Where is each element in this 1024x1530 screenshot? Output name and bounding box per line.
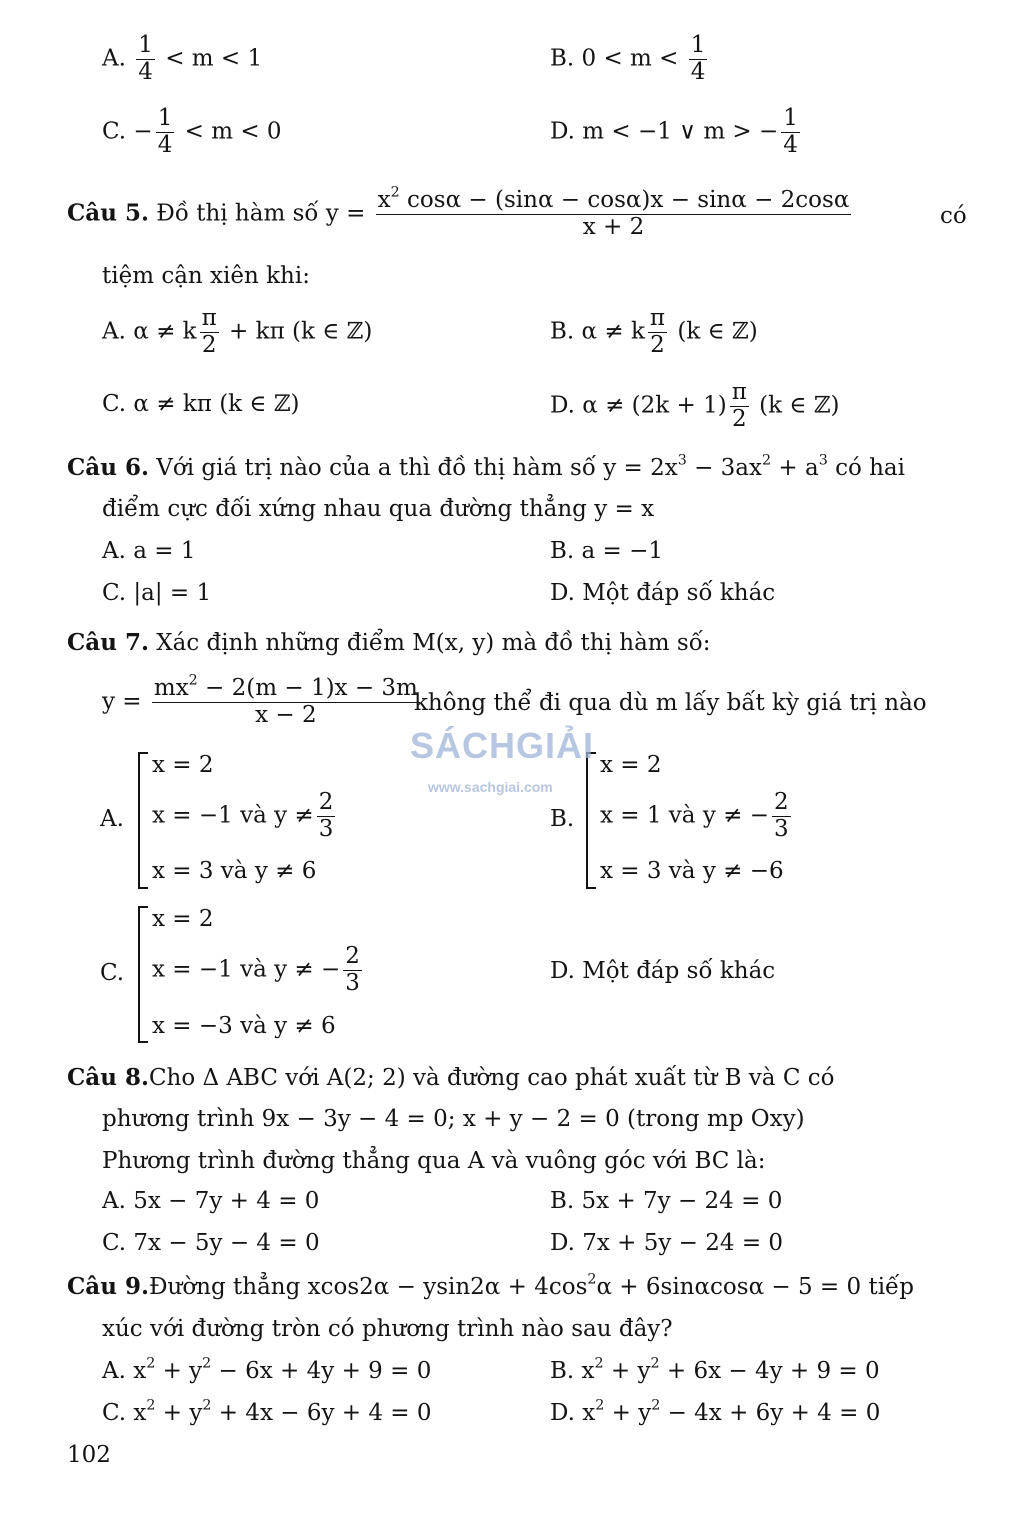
fraction: $\frac{1}{4}$ <box>138 32 153 85</box>
q6-line2: điểm cực đối xứng nhau qua đường thẳng y = x <box>102 496 655 522</box>
q7-b-line2: x = 1 và y ≠ − $\frac{2}{3}$ <box>600 789 789 842</box>
q7-a-line3: x = 3 và y ≠ 6 <box>152 858 317 884</box>
fraction: $\frac{1}{4}$ <box>783 105 798 158</box>
q8-option-a: A. 5x − 7y + 4 = 0 <box>102 1188 320 1214</box>
q4-option-c: C. − $\frac{1}{4}$ < m < 0 <box>102 105 282 158</box>
q7-a-line1: x = 2 <box>152 752 214 778</box>
q5-option-c: C. α ≠ kπ (k ∈ ℤ) <box>102 391 300 417</box>
q5-option-b: B. α ≠ k $\frac{\pi}{2}$ (k ∈ ℤ) <box>550 305 758 358</box>
q5-option-d: D. α ≠ (2k + 1) $\frac{\pi}{2}$ (k ∈ ℤ) <box>550 379 840 432</box>
q4-option-d: D. m < −1 ∨ m > − $\frac{1}{4}$ <box>550 105 798 158</box>
q9-question: Câu 9.Đường thẳng $xcos2\alpha - ysin2\alpha + 4\cos^2\alpha + 6\sin\alpha\cos\alpha - 5 = 0$ tiếp <box>67 1271 914 1300</box>
q7-c-line3: x = −3 và y ≠ 6 <box>152 1013 336 1039</box>
fraction: $\frac{x^2 \cos\alpha - (\sin\alpha - \cos\alpha)x - \sin\alpha - 2\cos\alpha}{x + 2}$ <box>377 184 850 240</box>
fraction: $\frac{\pi}{2}$ <box>649 305 666 358</box>
q7-option-b-label: B. <box>550 806 575 832</box>
q8-line2: phương trình 9x − 3y − 4 = 0; x + y − 2 = 0 (trong mp Oxy) <box>102 1106 805 1132</box>
q7-option-d: D. Một đáp số khác <box>550 958 776 984</box>
q9-option-c: C. $x^2 + y^2 + 4x - 6y + 4 = 0$ <box>102 1397 432 1426</box>
q7-a-line2: x = −1 và y ≠ $\frac{2}{3}$ <box>152 789 334 842</box>
q5-line2: tiệm cận xiên khi: <box>102 263 310 289</box>
bracket <box>138 906 148 1043</box>
q8-question: Câu 8.Cho Δ ABC với A(2; 2) và đường cao phát xuất từ B và C có <box>67 1064 835 1091</box>
q8-line3: Phương trình đường thẳng qua A và vuông góc với BC là: <box>102 1148 766 1174</box>
q7-option-a-label: A. <box>100 806 124 832</box>
fraction: $\frac{2}{3}$ <box>345 943 360 996</box>
q7-tail: không thể đi qua dù m lấy bất kỳ giá trị nào <box>414 690 927 716</box>
watermark-url: www.sachgiai.com <box>428 779 553 795</box>
fraction: $\frac{\pi}{2}$ <box>731 379 747 432</box>
q9-line2: xúc với đường tròn có phương trình nào sau đây? <box>102 1316 673 1342</box>
q6-option-d: D. Một đáp số khác <box>550 580 776 606</box>
watermark-logo <box>410 725 595 795</box>
q9-option-d: D. $x^2 + y^2 - 4x + 6y + 4 = 0$ <box>550 1397 881 1426</box>
q9-option-a: A. $x^2 + y^2 - 6x + 4y + 9 = 0$ <box>102 1355 432 1384</box>
q8-option-c: C. 7x − 5y − 4 = 0 <box>102 1230 320 1256</box>
fraction: $\frac{1}{4}$ <box>690 32 706 85</box>
q5-tail: có <box>940 203 967 229</box>
q4-option-a: A. $\frac{1}{4}$ < m < 1 <box>102 32 263 85</box>
q6-question: Câu 6. Với giá trị nào của a thì đồ thị hàm số $y = 2x^3 - 3ax^2 + a^3$ có hai <box>67 452 905 481</box>
q7-question: Câu 7. Xác định những điểm M(x, y) mà đồ thị hàm số: <box>67 629 711 656</box>
q5-option-a: A. α ≠ k $\frac{\pi}{2}$ + kπ (k ∈ ℤ) <box>102 305 373 358</box>
q6-option-c: C. |a| = 1 <box>102 580 212 606</box>
fraction: $\frac{mx^2 - 2(m - 1)x - 3m}{x - 2}$ <box>153 672 418 728</box>
fraction: $\frac{2}{3}$ <box>774 789 789 842</box>
q8-option-b: B. 5x + 7y − 24 = 0 <box>550 1188 783 1214</box>
q7-b-line3: x = 3 và y ≠ −6 <box>600 858 784 884</box>
bracket <box>138 752 148 889</box>
q7-c-line2: x = −1 và y ≠ − $\frac{2}{3}$ <box>152 943 360 996</box>
q6-option-b: B. a = −1 <box>550 538 664 564</box>
q7-option-c-label: C. <box>100 960 125 986</box>
q6-option-a: A. a = 1 <box>102 538 196 564</box>
page-number: 102 <box>67 1442 111 1468</box>
watermark-brand: SÁCHGIẢI <box>410 725 595 766</box>
q9-option-b: B. $x^2 + y^2 + 6x - 4y + 9 = 0$ <box>550 1355 880 1384</box>
q7-c-line1: x = 2 <box>152 906 214 932</box>
fraction: $\frac{\pi}{2}$ <box>201 305 217 358</box>
fraction: $\frac{1}{4}$ <box>157 105 173 158</box>
fraction: $\frac{2}{3}$ <box>318 789 334 842</box>
q4-option-b: B. 0 < m < $\frac{1}{4}$ <box>550 32 706 85</box>
q8-option-d: D. 7x + 5y − 24 = 0 <box>550 1230 784 1256</box>
q7-b-line1: x = 2 <box>600 752 662 778</box>
q7-equation: y = $\frac{mx^2 - 2(m - 1)x - 3m}{x - 2}$ <box>102 672 418 728</box>
q5-question: Câu 5. Đồ thị hàm số y = $\frac{x^2 \cos\alpha - (\sin\alpha - \cos\alpha)x - \sin\alpha - 2\cos\alpha}{x + 2}$ <box>67 184 850 240</box>
